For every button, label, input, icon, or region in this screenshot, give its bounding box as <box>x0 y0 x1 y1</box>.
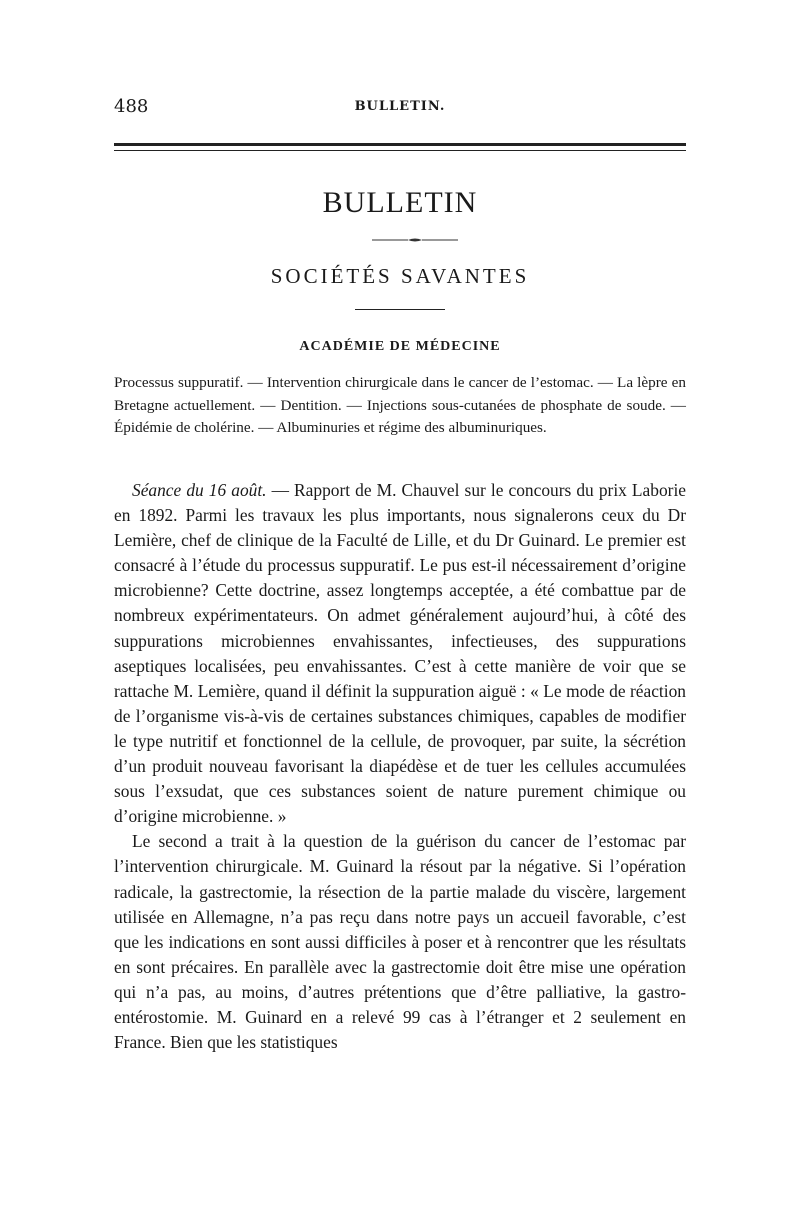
paragraph <box>114 478 686 829</box>
page-number: 488 <box>114 96 149 117</box>
paragraph-text: — Rapport de M. Chauvel sur le concours du prix Laborie en 1892. Parmi les travaux les plus importants, nous signalerons ceux du Dr Lemière, chef de clinique de la Faculté de Lille, et du Dr Guinard. Le premier est consacré à l’étude du processus suppuratif. Le pus est-il nécessairement d’origine microbienne? Cette doctrine, assez longtemps acceptée, a été combattue par de nombreux expérimentateurs. On admet généralement aujourd’hui, à côté des suppurations microbiennes envahissantes, infectieuses, des suppurations aseptiques localisées, peu envahissantes. C’est à cette manière de voir que se rattache M. Lemière, quand il définit la suppuration aiguë : « Le mode de réaction de l’organisme vis-à-vis de certaines substances chimiques, capables de modifier le type nutritif et fonctionnel de la cellule, de provoquer, par suite, la sécrétion d’un produit nouveau favorisant la diapédèse et de tuer les cellules accumulées sous l’exsudat, que ces substances soient de nature purement chimique ou d’origine microbienne. » <box>114 480 686 827</box>
ornament-divider <box>370 237 460 243</box>
paragraph-text: Le second a trait à la question de la guérison du cancer de l’estomac par l’intervention chirurgicale. M. Guinard la résout par la négative. Si l’opération radicale, la gastrectomie, la résection de la partie malade du viscère, largement utilisée en Allemagne, n’a pas reçu dans notre pays un accueil favorable, c’est que les indications en sont aussi difficiles à poser et à rencontrer que les résultats en sont précaires. En parallèle avec la gastrectomie doit être mise une opération qui n’a pas, au moins, d’autres prétentions que d’être palliative, la gastro-entérostomie. M. Guinard en a relevé 99 cas à l’étranger et 2 seulement en France. Bien que les statistiques <box>114 831 686 1053</box>
header-rule-thin <box>114 150 686 151</box>
header-rule-thick <box>114 143 686 146</box>
subtitle: SOCIÉTÉS SAVANTES <box>270 264 530 288</box>
running-title: BULLETIN. <box>354 99 446 114</box>
paragraph <box>114 829 686 1055</box>
section-heading: ACADÉMIE DE MÉDECINE <box>299 339 501 354</box>
summary-block <box>114 372 686 440</box>
short-rule <box>355 309 445 310</box>
session-date: Séance du 16 août. <box>132 480 267 500</box>
summary-text: Processus suppuratif. — Intervention chirurgicale dans le cancer de l’estomac. — La lèpre en Bretagne actuellement. — Dentition. — Injections sous-cutanées de phosphate de soude. — Épidémie de cholérine. — Albuminuries et régime des albuminuriques. <box>114 374 686 436</box>
article-body <box>114 478 686 1055</box>
main-title: BULLETIN <box>322 186 478 219</box>
running-header <box>114 96 686 120</box>
